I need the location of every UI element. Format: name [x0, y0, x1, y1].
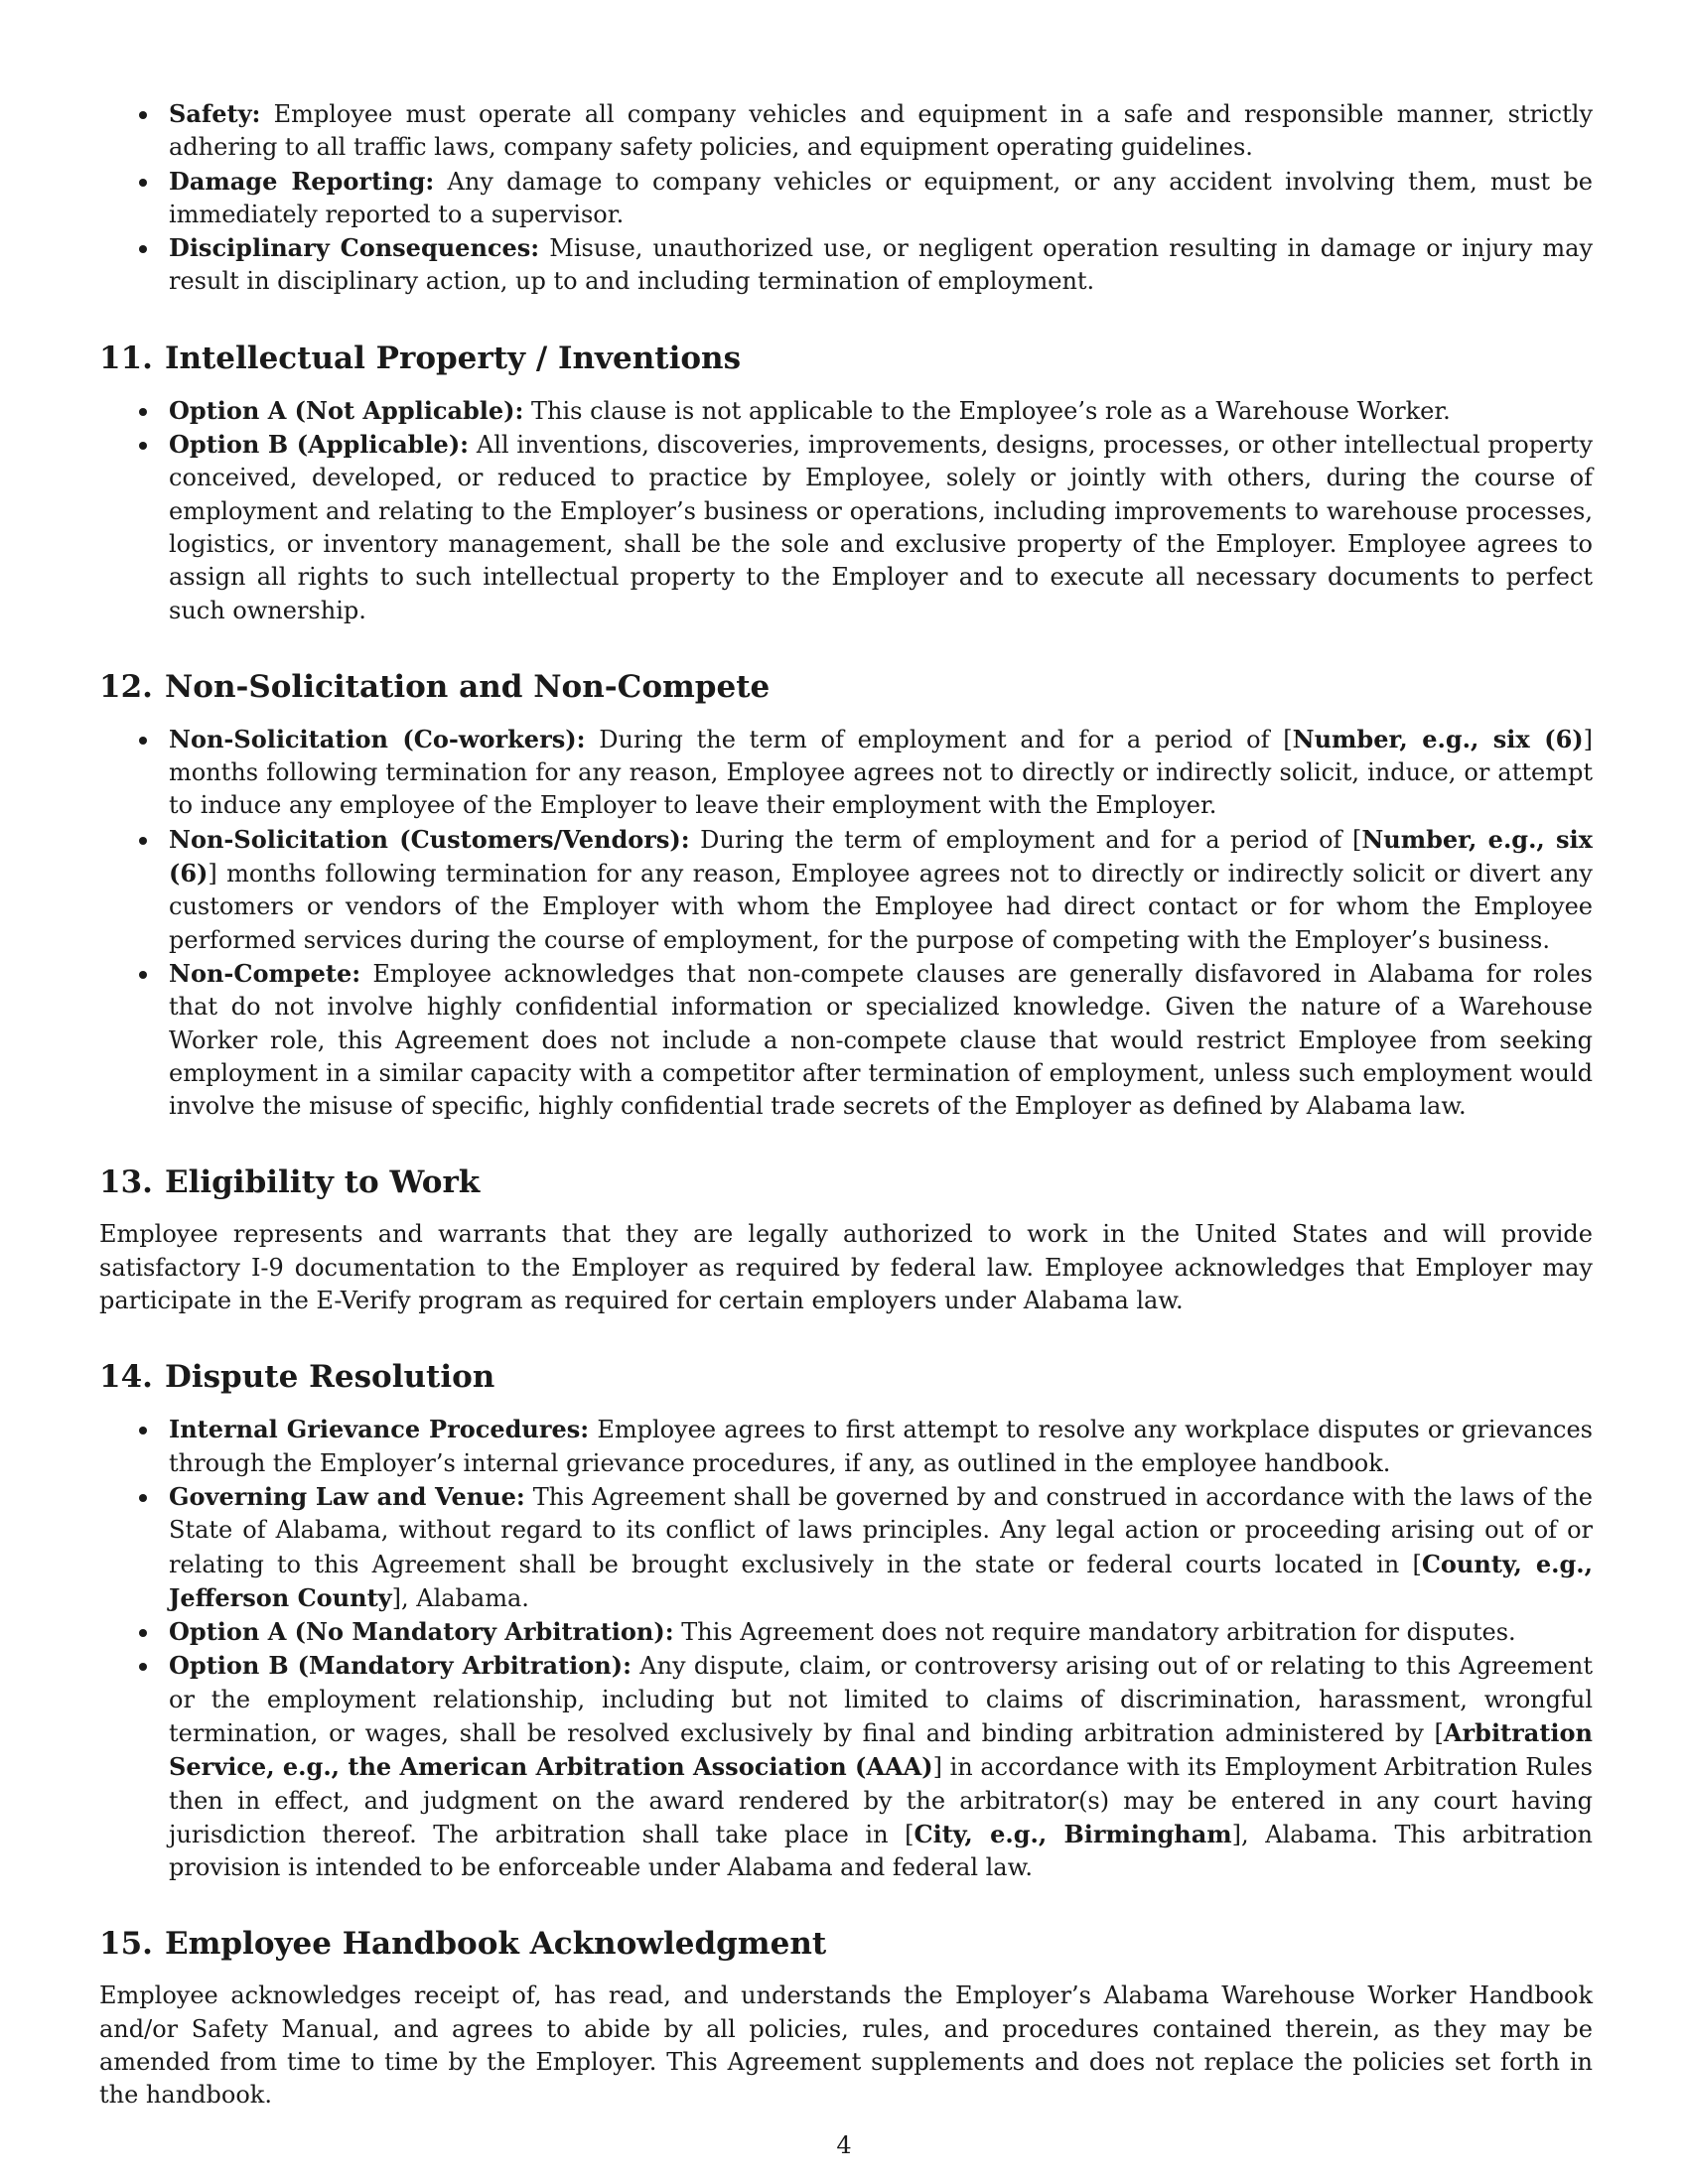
- list-item: Non-Solicitation (Customers/Vendors): During the term of employment and for a period of [Number, e.g., six (6)] months following termination for any reason, Employee agrees not to directly or indirectly solicit or divert any customers or vendors of the Employer with whom the Employee had direct contact or for whom the Employee performed services during the course of employment, for the purpose of competing with the Employer’s business.: [99, 823, 1593, 957]
- section-14: [99, 1357, 1593, 1884]
- list-item-disciplinary: Disciplinary Consequences: Misuse, unauthorized use, or negligent operation resulting in damage or injury may result in disciplinary action, up to and including termination of employment.: [99, 231, 1593, 299]
- section-list: [99, 1413, 1593, 1884]
- list-item: Governing Law and Venue: This Agreement shall be governed by and construed in accordance with the laws of the State of Alabama, without regard to its conflict of laws principles. Any legal action or proceeding arising out of or relating to this Agreement shall be brought exclusively in the state or federal courts located in [County, e.g., Jefferson County], Alabama.: [99, 1480, 1593, 1615]
- list-item: Option B (Applicable): All inventions, discoveries, improvements, designs, processes, or other intellectual property conceived, developed, or reduced to practice by Employee, solely or jointly with others, during the course of employment and relating to the Employer’s business or operations, including improvements to warehouse processes, logistics, or inventory management, shall be the sole and exclusive property of the Employer. Employee agrees to assign all rights to such intellectual property to the Employer and to execute all necessary documents to perfect such ownership.: [99, 428, 1593, 627]
- section-paragraph: Employee acknowledges receipt of, has read, and understands the Employer’s Alabama Warehouse Worker Handbook and/or Safety Manual, and agrees to abide by all policies, rules, and procedures contained therein, as they may be amended from time to time by the Employer. This Agreement supplements and does not replace the policies set forth in the handbook.: [99, 1981, 1593, 2110]
- section-heading: 14. Dispute Resolution: [99, 1359, 495, 1396]
- page-number: 4: [836, 2131, 852, 2159]
- list-item-damage-reporting: Damage Reporting: Any damage to company vehicles or equipment, or any accident involving them, must be immediately reported to a supervisor.: [99, 165, 1593, 232]
- section-11: [99, 339, 1593, 627]
- list-item: Internal Grievance Procedures: Employee agrees to first attempt to resolve any workplace disputes or grievances through the Employer’s internal grievance procedures, if any, as outlined in the employee handbook.: [99, 1413, 1593, 1480]
- placeholder-field: Number, e.g., six (6): [1292, 724, 1584, 753]
- placeholder-field: Number, e.g., six (6): [169, 824, 1593, 888]
- section-list: [99, 394, 1593, 627]
- section-12: [99, 667, 1593, 1124]
- placeholder-field: City, e.g., Birmingham: [914, 1819, 1232, 1848]
- list-item: Option A (Not Applicable): This clause is not applicable to the Employee’s role as a Warehouse Worker.: [99, 394, 1593, 428]
- section-heading: 13. Eligibility to Work: [99, 1164, 481, 1201]
- section-heading: 11. Intellectual Property / Inventions: [99, 340, 742, 376]
- list-item: Option A (No Mandatory Arbitration): This Agreement does not require mandatory arbitration for disputes.: [99, 1615, 1593, 1649]
- vehicle-policy-list: [99, 97, 1593, 299]
- placeholder-field: Arbitration Service, e.g., the American Arbitration Association (AAA): [169, 1717, 1593, 1782]
- document-page: [99, 97, 1593, 2113]
- placeholder-field: County, e.g., Jefferson County: [169, 1549, 1593, 1612]
- section-15: [99, 1924, 1593, 2112]
- list-item-safety: Safety: Employee must operate all company vehicles and equipment in a safe and responsible manner, strictly adhering to all traffic laws, company safety policies, and equipment operating guidelines.: [99, 97, 1593, 165]
- list-item: Non-Solicitation (Co-workers): During the term of employment and for a period of [Number, e.g., six (6)] months following termination for any reason, Employee agrees not to directly or indirectly solicit, induce, or attempt to induce any employee of the Employer to leave their employment with the Employer.: [99, 723, 1593, 823]
- section-paragraph: Employee represents and warrants that they are legally authorized to work in the United States and will provide satisfactory I-9 documentation to the Employer as required by federal law. Employee acknowledges that Employer may participate in the E-Verify program as required for certain employers under Alabama law.: [99, 1220, 1593, 1315]
- section-heading: 15. Employee Handbook Acknowledgment: [99, 1926, 827, 1963]
- list-item: Option B (Mandatory Arbitration): Any dispute, claim, or controversy arising out of or relating to this Agreement or the employment relationship, including but not limited to claims of discrimination, harassment, wrongful termination, or wages, shall be resolved exclusively by final and binding arbitration administered by [Arbitration Service, e.g., the American Arbitration Association (AAA)] in accordance with its Employment Arbitration Rules then in effect, and judgment on the award rendered by the arbitrator(s) may be entered in any court having jurisdiction thereof. The arbitration shall take place in [City, e.g., Birmingham], Alabama. This arbitration provision is intended to be enforceable under Alabama and federal law.: [99, 1649, 1593, 1884]
- list-item: Non-Compete: Employee acknowledges that non-compete clauses are generally disfavored in Alabama for roles that do not involve highly confidential information or specialized knowledge. Given the nature of a Warehouse Worker role, this Agreement does not include a non-compete clause that would restrict Employee from seeking employment in a similar capacity with a competitor after termination of employment, unless such employment would involve the misuse of specific, highly confidential trade secrets of the Employer as defined by Alabama law.: [99, 957, 1593, 1123]
- section-13: [99, 1162, 1593, 1317]
- section-heading: 12. Non-Solicitation and Non-Compete: [99, 668, 771, 705]
- section-list: [99, 723, 1593, 1124]
